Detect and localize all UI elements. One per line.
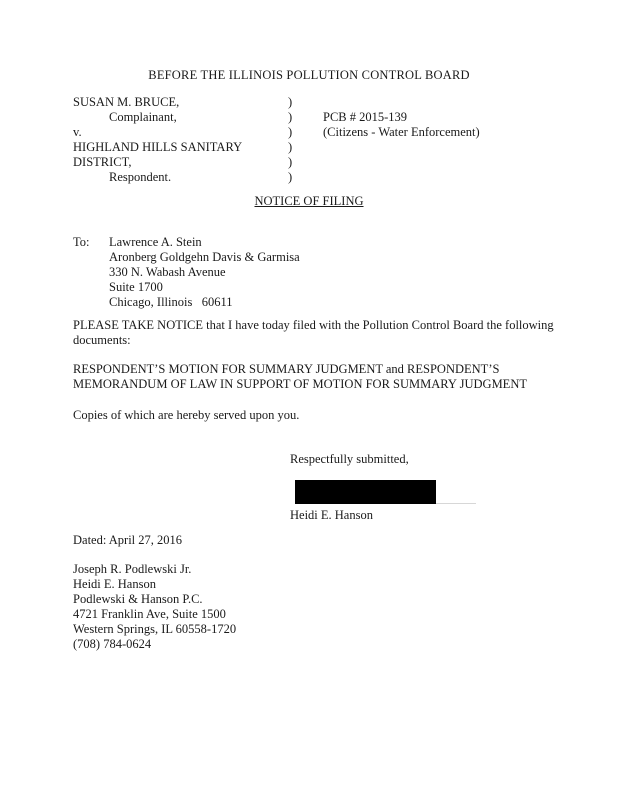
document-line-2: MEMORANDUM OF LAW IN SUPPORT OF MOTION FOR SUMMARY JUDGMENT: [73, 377, 527, 391]
recipient-firm: Aronberg Goldgehn Davis & Garmisa: [109, 250, 300, 264]
notice-title: NOTICE OF FILING: [254, 194, 364, 208]
paren: ): [288, 140, 293, 154]
document-line-1: RESPONDENT’S MOTION FOR SUMMARY JUDGMENT and RESPONDENT’S: [73, 362, 500, 376]
paren: ): [288, 155, 293, 169]
closing: Respectfully submitted,: [290, 452, 409, 466]
recipient-street: 330 N. Wabash Avenue: [109, 265, 226, 279]
signature-line: [436, 503, 476, 504]
caption-versus: v.: [73, 125, 82, 139]
counsel-city: Western Springs, IL 60558-1720: [73, 622, 237, 636]
paren: ): [288, 170, 293, 184]
caption-complainant-role: Complainant,: [109, 110, 177, 124]
paren: ): [288, 95, 293, 109]
copies-statement: Copies of which are hereby served upon you.: [73, 408, 300, 422]
counsel-street: 4721 Franklin Ave, Suite 1500: [73, 607, 226, 621]
counsel-firm: Podlewski & Hanson P.C.: [73, 592, 203, 606]
counsel-name-2: Heidi E. Hanson: [73, 577, 156, 591]
signer-name: Heidi E. Hanson: [290, 508, 373, 522]
counsel-phone: (708) 784-0624: [73, 637, 152, 651]
recipient-name: Lawrence A. Stein: [109, 235, 202, 249]
caption-left: [73, 95, 242, 185]
caption-parens: [288, 95, 302, 185]
board-title: BEFORE THE ILLINOIS POLLUTION CONTROL BOARD: [148, 68, 470, 82]
redacted-signature: [295, 480, 436, 504]
notice-paragraph-line-1: PLEASE TAKE NOTICE that I have today filed with the Pollution Control Board the following: [73, 318, 554, 332]
paren: ): [288, 110, 293, 124]
documents-list: [73, 362, 527, 392]
caption-respondent-name-2: DISTRICT,: [73, 155, 132, 169]
counsel-block: [73, 562, 236, 652]
caption-respondent-role: Respondent.: [109, 170, 172, 184]
date-line: Dated: April 27, 2016: [73, 533, 183, 547]
caption-respondent-name-1: HIGHLAND HILLS SANITARY: [73, 140, 243, 154]
case-number: PCB # 2015-139: [323, 110, 408, 124]
caption-complainant-name: SUSAN M. BRUCE,: [73, 95, 180, 109]
case-type: (Citizens - Water Enforcement): [323, 125, 480, 139]
notice-paragraph: [73, 318, 554, 348]
case-info: [323, 110, 480, 140]
recipient-city: Chicago, Illinois 60611: [109, 295, 233, 309]
counsel-name-1: Joseph R. Podlewski Jr.: [73, 562, 192, 576]
paren: ): [288, 125, 293, 139]
recipient-address: [109, 235, 300, 310]
to-label: To:: [73, 235, 90, 249]
recipient-suite: Suite 1700: [109, 280, 163, 294]
notice-paragraph-line-2: documents:: [73, 333, 131, 347]
notice-heading: [0, 194, 618, 209]
